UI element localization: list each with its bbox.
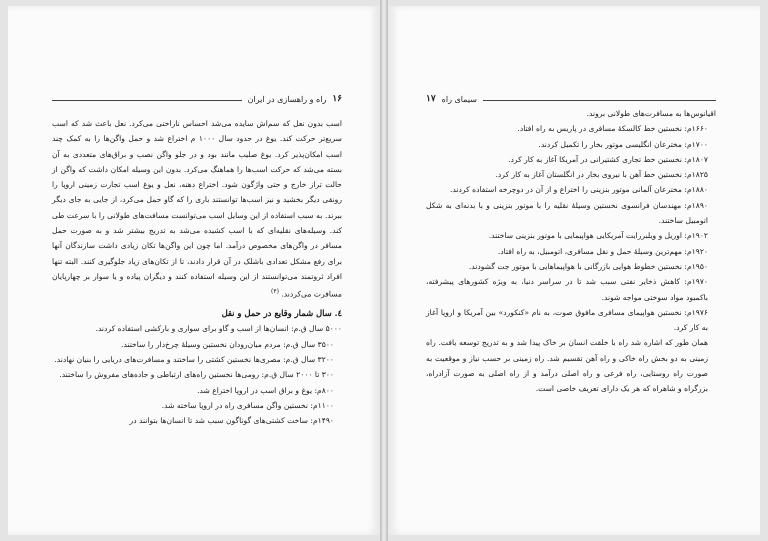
footnote-ref: (۴)	[271, 288, 279, 296]
timeline-item: ۱۷۰۰م: مخترعان انگلیسی موتور بخار را تکمیل کردند.	[538, 139, 708, 149]
timeline-item: ۱۹۷۰م: کاهش ذخایر نفتی سبب شد تا در سراسر دنیا، به ویژه کشورهای پیشرفته، باکمبود مواد سوختی مواجه شوند.	[426, 277, 708, 302]
timeline-item: ۱۶۶۰م: نخستین خط کالسکهٔ مسافری در پاریس به راه افتاد.	[517, 124, 708, 134]
timeline-item: ۱۹۷۶م: نخستین هواپیمای مسافری مافوق صوت، به نام «کنکورد» بین آمریکا و اروپا آغاز به کار کرد.	[426, 307, 708, 333]
timeline-item: ۱۸۰۷م: نخستین خط تجاری کشتیرانی در آمریکا آغاز به کار کرد.	[508, 154, 708, 164]
page-number: ۱۷	[426, 94, 436, 104]
left-page-body	[52, 116, 342, 428]
timeline-item: ۱۹۲۰م: مهم‌ترین وسیلهٔ حمل و نقل مسافری، اتومبیل، به راه افتاد.	[497, 246, 708, 256]
timeline-item: ۵۰۰۰ سال ق.م: انسان‌ها از اسب و گاو برای سواری و بارکشی استفاده کردند.	[95, 324, 342, 334]
body-paragraph: اسب بدون نعل که سم‌اش سایده می‌شد احساس ناراحتی می‌کرد. نعل باعث شد که اسب سریع‌تر حرکت کند. یوغ در حدود سال ۱۰۰۰ م اختراع شد و حمل واگن‌ها را به کمک چند اسب امکان‌پذیر کرد. یوغ صلیب مانند بود و در جلو واگن نصب و براق‌های متعددی به آن بسته می‌شد که حرکت اسب‌ها را هماهنگ می‌کرد. بدون این وسیله امکان داشت که واگن از حالت تراز خارج و حتی واژگون شود. اختراع دهنه، نعل و یوغ اسب تجارت زمینی اروپا را رونقی دیگر بخشید و نیز اسب‌ها توانستند باری را که گاو حمل می‌کرد، از جایی به جای دیگر ببرند. به سبب استفاده از این وسایل اسب می‌توانست مسافت‌های طولانی را با سرعت طی کند. وسیله‌های نقلیه‌ای که با اسب کشیده می‌شد به تدریج بیشتر شد و به صورت حمل مسافر در واگن‌های مخصوص درآمد. اما چون این واگن‌ها تکان زیادی داشت سازندگان آنها برای رفع مشکل تعدادی باشلک در آن قرار دادند، تا از تکان‌های زیاد جلوگیری کنند. البته تنها افراد ثروتمند می‌توانستند از این وسیله استفاده کنند و دیگران پیاده و یا سوار بر چهارپایان مسافرت می‌کردند. $^{(۴)}$	[52, 119, 343, 299]
timeline-item: ۱۱۰۰م: نخستین واگن مسافری راه در اروپا ساخته شد.	[161, 400, 334, 410]
timeline-item: ۱۸۹۰م: مهندسان فرانسوی نخستین وسیلهٔ نقلیه را با موتور بنزینی و با بدنه‌ای به شکل اتومبیل ساختند.	[426, 200, 708, 226]
right-page	[388, 6, 760, 535]
section-heading: ٤. سال شمار وقایع در حمل و نقل	[221, 308, 342, 319]
timeline-item: ۳۲۰۰ سال ق.م: مصری‌ها نخستین کشتی را ساختند و مسافرت‌های دریایی را بنیان نهادند.	[54, 354, 334, 364]
timeline-item: ۱۹۵۰م: نخستین خطوط هوایی بازرگانی با هواپیماهایی با موتور جت گشودند.	[468, 261, 708, 271]
timeline-item: ۱۴۹۰م: ساخت کشتی‌های گوناگون سبب شد تا انسان‌ها بتوانند در	[129, 416, 334, 426]
right-page-header	[426, 94, 716, 104]
page-number: ۱۶	[332, 94, 342, 104]
timeline-item: ۱۸۸۰م: مخترعان آلمانی موتور بنزینی را اختراع و از آن در دوچرخه استفاده کردند.	[450, 185, 708, 195]
timeline-item: ۳۵۰۰ سال ق.م: مردم میان‌رودان نخستین وسیلهٔ چرخ‌دار را ساختند.	[121, 339, 334, 349]
left-page-header	[52, 94, 342, 104]
running-title: راه و راهسازی در ایران	[247, 94, 327, 104]
timeline-item: ۸۰۰م: یوغ و براق اسب در اروپا اختراع شد.	[197, 385, 334, 395]
timeline-item: ۳۰۰ تا ۲۰۰۰ سال ق.م: رومی‌ها نخستین راه‌های ارتباطی و جاده‌های مفروش را ساختند.	[59, 370, 334, 380]
header-rule	[52, 100, 242, 101]
body-paragraph: همان طور که اشاره شد راه با خلقت انسان بر خاک پیدا شد و به تدریج توسعه یافت. راه زمینی به دو بخش راه خاکی و راه آهن تقسیم شد. راه زمینی بر حسب نیاز و موقعیت به صورت راه روستایی، راه فرعی و راه اصلی درآمد و از راه اصلی به صورت آزادراه، بزرگراه و شاهراه که هر یک دارای تعریف خاصی است.	[426, 338, 708, 394]
body-paragraph: اقیانوس‌ها به مسافرت‌های طولانی بروند.	[586, 109, 716, 118]
book-gutter	[380, 0, 388, 541]
left-page	[8, 6, 380, 535]
timeline-item: ۱۹۰۲م: اوریل و ویلبررایت آمریکایی هواپیمایی با موتور بنزینی ساختند.	[488, 231, 708, 241]
running-title: سیمای راه	[441, 94, 477, 104]
timeline-item: ۱۸۲۵م: نخستین خط آهن با نیروی بخار در انگلستان آغاز به کار کرد.	[495, 170, 708, 180]
right-page-body	[426, 106, 716, 397]
header-rule	[483, 100, 716, 101]
